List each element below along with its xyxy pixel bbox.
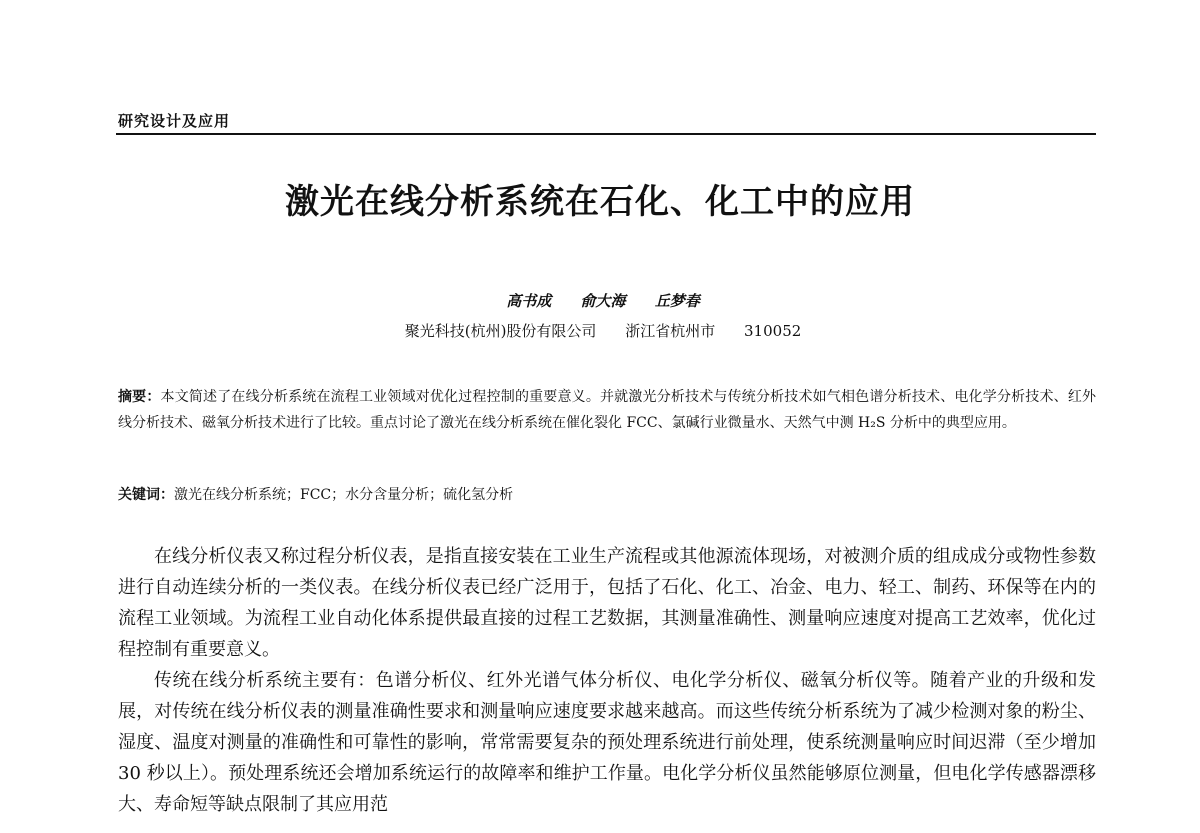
affiliation-location: 浙江省杭州市	[625, 322, 716, 340]
affiliation	[0, 320, 1200, 341]
article-title: 激光在线分析系统在石化、化工中的应用	[285, 182, 915, 222]
header-divider	[116, 133, 1096, 135]
keywords-text: 激光在线分析系统；FCC；水分含量分析；硫化氢分析	[174, 487, 514, 503]
abstract	[118, 384, 1096, 436]
keywords-label: 关键词：	[118, 487, 174, 503]
author-name: 俞大海	[580, 292, 626, 310]
author-name: 丘梦春	[654, 292, 700, 310]
body-paragraph: 在线分析仪表又称过程分析仪表，是指直接安装在工业生产流程或其他源流体现场，对被测介质的组成成分或物性参数进行自动连续分析的一类仪表。在线分析仪表已经广泛用于，包括了石化、化工、冶金、电力、轻工、制药、环保等在内的流程工业领域。为流程工业自动化体系提供最直接的过程工艺数据，其测量准确性、测量响应速度对提高工艺效率，优化过程控制有重要意义。	[118, 546, 1096, 660]
section-label: 研究设计及应用	[118, 112, 231, 130]
abstract-label: 摘要：	[118, 389, 161, 405]
keywords	[118, 484, 1096, 506]
abstract-text: 本文简述了在线分析系统在流程工业领域对优化过程控制的重要意义。并就激光分析技术与传统分析技术如气相色谱分析技术、电化学分析技术、红外线分析技术、磁氧分析技术进行了比较。重点讨论了激光在线分析系统在催化裂化 FCC、氯碱行业微量水、天然气中测 H₂S 分析中的典型应用。	[118, 389, 1096, 431]
author-name: 高书成	[506, 292, 552, 310]
affiliation-company: 聚光科技(杭州)股份有限公司	[404, 322, 597, 340]
author-list	[0, 290, 1200, 311]
body-text	[118, 541, 1096, 820]
body-paragraph: 传统在线分析系统主要有：色谱分析仪、红外光谱气体分析仪、电化学分析仪、磁氧分析仪等。随着产业的升级和发展，对传统在线分析仪表的测量准确性要求和测量响应速度要求越来越高。而这些传统分析系统为了减少检测对象的粉尘、湿度、温度对测量的准确性和可靠性的影响，常常需要复杂的预处理系统进行前处理，使系统测量响应时间迟滞（至少增加 30 秒以上）。预处理系统还会增加系统运行的故障率和维护工作量。电化学分析仪虽然能够原位测量，但电化学传感器漂移大、寿命短等缺点限制了其应用范	[118, 670, 1096, 815]
affiliation-postcode: 310052	[744, 322, 802, 340]
